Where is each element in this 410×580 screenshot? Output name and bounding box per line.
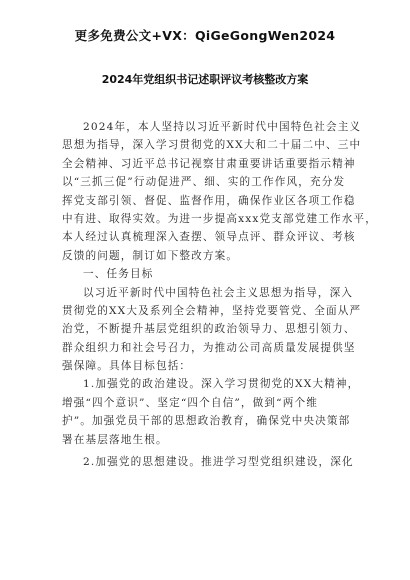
paragraph-line: 2024年，本人坚持以习近平新时代中国特色社会主义 xyxy=(83,121,362,133)
document-title: 2024年党组织书记述职评议考核整改方案 xyxy=(101,73,309,86)
paragraph-line: 本人经过认真梳理深入查摆、领导点评、群众评议、考核 xyxy=(62,231,356,244)
paragraph-line: 2.加强党的思想建设。推进学习型党组织建设，深化 xyxy=(83,456,354,469)
paragraph-line: 思想为指导，深入学习贯彻党的XX大和二十届二中、三中 xyxy=(62,139,362,152)
paragraph-line: 反馈的问题，制订如下整改方案。 xyxy=(62,249,239,262)
paragraph-line: 1.加强党的政治建设。深入学习贯彻党的XX大精神， xyxy=(83,378,360,391)
paragraph-line: 以“三抓三促”行动促进严、细、实的工作作风，充分发 xyxy=(62,176,346,189)
section-heading: 一、任务目标 xyxy=(83,268,154,281)
paragraph-line: 增强“四个意识”、坚定“四个自信”，做到“两个维 xyxy=(62,396,318,409)
watermark-header: 更多免费公文+VX：QiGeGongWen2024 xyxy=(74,28,336,43)
paragraph-line: 全会精神、习近平总书记视察甘肃重要讲话重要指示精神 xyxy=(62,157,356,170)
paragraph-line: 强保障。具体目标包括： xyxy=(62,360,192,373)
paragraph-line: 署在基层落地生根。 xyxy=(62,433,168,446)
paragraph-line: 挥党支部引领、督促、监督作用，确保作业区各项工作稳 xyxy=(62,194,356,207)
document-body xyxy=(62,118,377,471)
paragraph-line: 护”。加强党员干部的思想政治教育，确保党中央决策部 xyxy=(62,415,351,428)
paragraph-line: 以习近平新时代中国特色社会主义思想为指导，深入 xyxy=(83,286,354,299)
paragraph-line: 贯彻党的XX大及系列全会精神，坚持党要管党、全面从严 xyxy=(62,304,362,317)
paragraph-line: 中有进、取得实效。为进一步提高xxx党支部党建工作水平， xyxy=(62,212,377,225)
paragraph-line: 群众组织力和社会号召力，为推动公司高质量发展提供坚 xyxy=(62,341,356,354)
paragraph-line: 治党，不断提升基层党组织的政治领导力、思想引领力、 xyxy=(62,323,356,336)
